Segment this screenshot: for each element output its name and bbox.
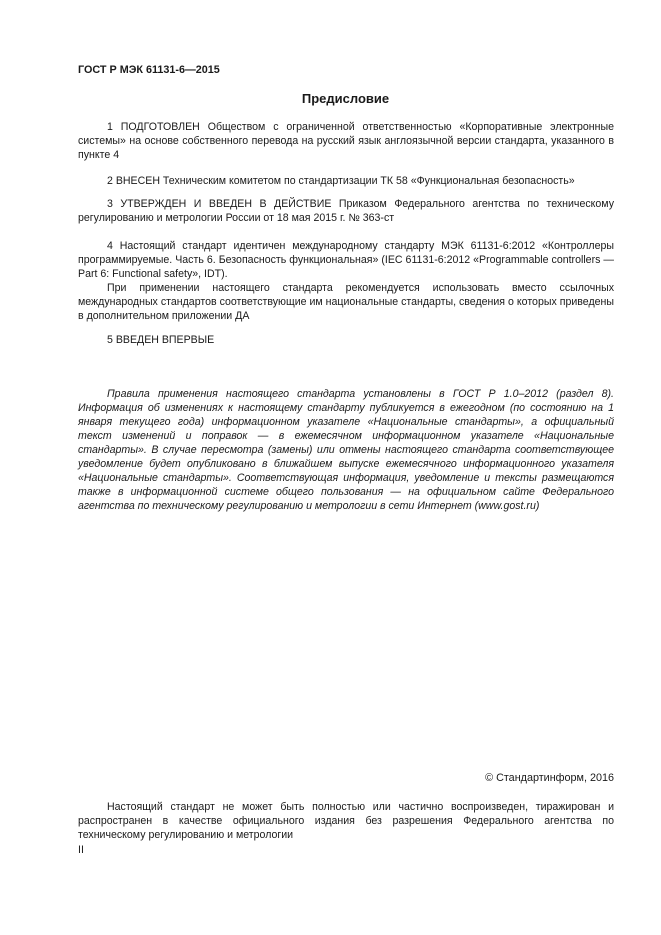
rights-statement-text: Настоящий стандарт не может быть полностью или частично воспроизведен, тиражирован и распространен в качестве официального издания без разрешения Федерального агентства по техническому регулированию и метрологии [78,801,614,841]
paragraph-1-text: 1 ПОДГОТОВЛЕН Обществом с ограниченной ответственностью «Корпоративные электронные системы» на основе собственного перевода на русский язык англоязычной версии стандарта, указанного в пункте 4 [78,121,614,161]
paragraph-4-note [78,281,614,323]
page-title: Предисловие [301,91,390,106]
paragraph-1 [78,120,614,162]
copyright: © Стандартинформ, 2016 [485,772,614,784]
paragraph-3-text: 3 УТВЕРЖДЕН И ВВЕДЕН В ДЕЙСТВИЕ Приказом Федерального агентства по техническому регулированию и метрологии России от 18 мая 2015 г. № 363-ст [78,198,614,224]
page-number: II [78,844,84,856]
paragraph-4-note-text: При применении настоящего стандарта рекомендуется использовать вместо ссылочных международных стандартов соответствующие им национальные стандарты, сведения о которых приведены в дополнительном приложении ДА [78,282,614,322]
document-header: ГОСТ Р МЭК 61131-6—2015 [78,64,220,76]
standard-notice [78,387,614,513]
paragraph-4-text: 4 Настоящий стандарт идентичен международному стандарту МЭК 61131-6:2012 «Контроллеры программируемые. Часть 6. Безопасность функциональная» (IEC 61131-6:2012 «Programmable controllers — Part 6: Functional safety», IDT). [78,240,614,280]
paragraph-5 [78,333,614,347]
paragraph-3 [78,197,614,225]
rights-statement [78,800,614,842]
paragraph-2 [78,174,614,188]
paragraph-2-text: 2 ВНЕСЕН Техническим комитетом по стандартизации ТК 58 «Функциональная безопасность» [107,175,575,187]
paragraph-5-text: 5 ВВЕДЕН ВПЕРВЫЕ [107,334,215,346]
paragraph-4 [78,239,614,281]
standard-notice-text: Правила применения настоящего стандарта установлены в ГОСТ Р 1.0–2012 (раздел 8). Информация об изменениях к настоящему стандарту публикуется в ежегодном (по состоянию на 1 января текущего года) информационном указателе «Национальные стандарты», а официальный текст изменений и поправок — в ежемесячном информационном указателе «Национальные стандарты». В случае пересмотра (замены) или отмены настоящего стандарта соответствующее уведомление будет опубликовано в ближайшем выпуске ежемесячного информационного указателя «Национальные стандарты». Соответствующая информация, уведомление и тексты размещаются также в информационной системе общего пользования — на официальном сайте Федерального агентства по техническому регулированию и метрологии в сети Интернет (www.gost.ru) [78,388,614,512]
